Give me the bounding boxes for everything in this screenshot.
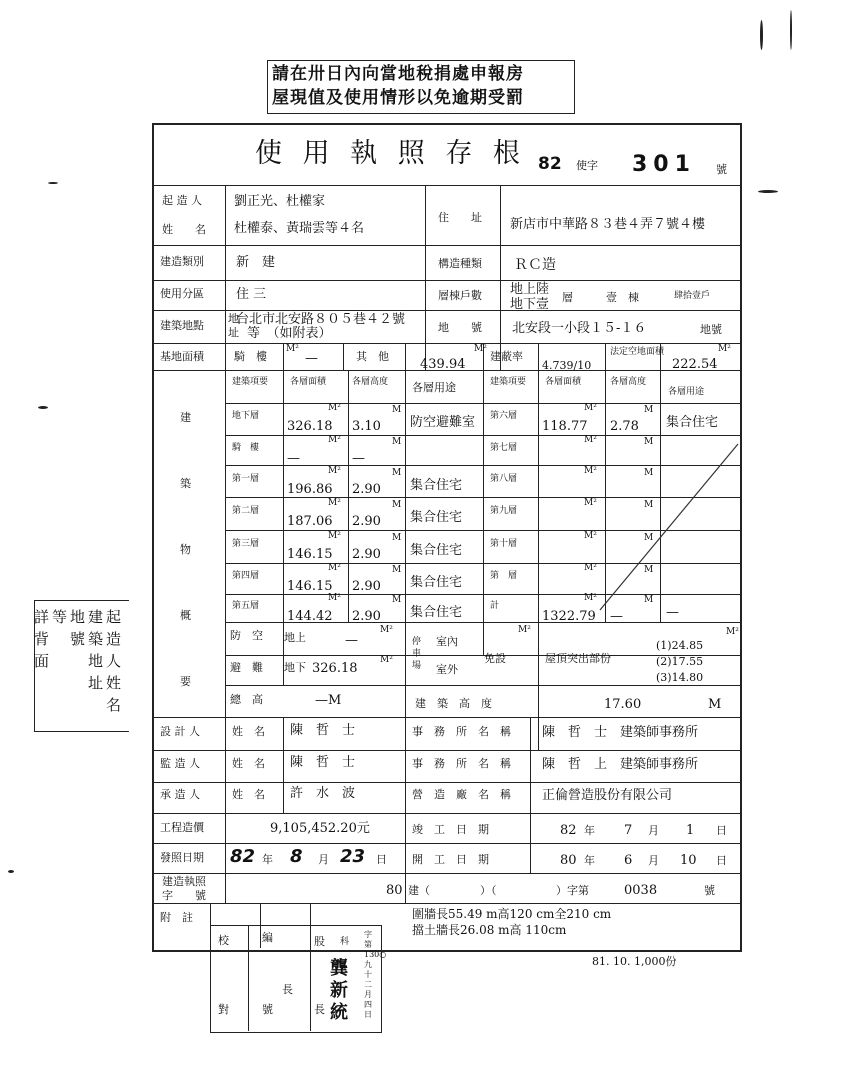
start-ri: 日: [716, 854, 727, 867]
floor-left-name: 第五層: [232, 601, 260, 611]
person-name-label: 姓 名: [232, 725, 265, 738]
air-below-label: 地下: [284, 661, 306, 674]
total-height-label: 總 高: [230, 693, 263, 706]
col-use-left: 各層用途: [412, 381, 456, 394]
floor-right-name: 第六層: [490, 411, 518, 421]
issue-label: 發照日期: [160, 851, 204, 864]
floor-left-name: 第二層: [232, 506, 260, 516]
base-area-label: 基地面積: [160, 350, 204, 363]
permit-label2: 字 號: [162, 889, 206, 902]
side-note-col: 建築地址: [88, 608, 104, 692]
floors-above: 地上陸: [510, 282, 550, 297]
approval-signature: 龔新統: [330, 958, 348, 1023]
structure-value: ＲＣ造: [514, 257, 556, 273]
floor-left-height-unit: M: [392, 533, 402, 543]
permit-zizi: ）字第: [556, 884, 589, 897]
approval-col7: 長: [314, 1003, 325, 1016]
floor-left-area-unit: M²: [328, 531, 341, 541]
approval-col5: 對: [218, 1003, 229, 1016]
applicant-names1: 劉正光、杜權家: [234, 194, 326, 209]
strike-line: [540, 437, 740, 620]
floor-left-height: 2.90: [352, 482, 381, 497]
arcade-label: 騎 樓: [234, 350, 267, 363]
roof-3: (3)14.80: [656, 671, 704, 684]
location-prefix: 地: [228, 312, 239, 325]
lot-value: 北安段一小段１５-１６: [512, 321, 647, 336]
col-item-left: 建築項要: [232, 377, 269, 387]
location-value1: 台北市北安路８０５巷４２號: [236, 312, 406, 327]
air-below-value: 326.18: [312, 661, 358, 676]
floors-hu: 肆拾壹戶: [674, 291, 711, 301]
floor-left-height-unit: M: [392, 595, 402, 605]
floor-left-name: 第四層: [232, 571, 260, 581]
parking-note: 免設: [484, 652, 506, 665]
notes-label: 附 註: [160, 911, 193, 924]
floor-left-area-unit: M²: [328, 593, 341, 603]
floor-right-area-unit: M²: [584, 435, 597, 445]
floor-right-use: —: [666, 605, 679, 620]
building-type-label: 建造類別: [160, 255, 204, 268]
coverage-value: 4.739/10: [542, 359, 592, 372]
structure-label: 構造種類: [438, 257, 482, 270]
person-office-label: 事 務 所 名 稱: [412, 725, 511, 738]
other-label: 其 他: [356, 350, 389, 363]
floor-left-use: 集合住宅: [410, 510, 463, 525]
bldg-height-value: 17.60: [604, 697, 642, 712]
issue-ri: 日: [376, 853, 387, 866]
cost-label: 工程造價: [160, 821, 204, 834]
start-yue: 月: [648, 854, 659, 867]
floor-left-name: 地下層: [232, 411, 260, 421]
floor-left-height: 2.90: [352, 547, 381, 562]
air-above-value: —: [345, 633, 358, 648]
permit-label1: 建造執照: [162, 875, 206, 888]
side-note-col: 起造人姓名: [106, 608, 122, 714]
floor-left-area-unit: M²: [328, 498, 341, 508]
person-office-label: 事 務 所 名 稱: [412, 757, 511, 770]
floor-right-area-unit: M²: [584, 466, 597, 476]
completion-y: 82: [560, 823, 577, 838]
total-height-value: —M: [315, 693, 342, 708]
floor-right-area-unit: M²: [584, 498, 597, 508]
floor-right-height-unit: M: [644, 565, 654, 575]
applicant-label2: 姓 名: [162, 223, 206, 236]
air-raid-label2: 避 難: [230, 661, 263, 674]
floor-left-height-unit: M: [392, 437, 402, 447]
floor-left-height-unit: M: [392, 468, 402, 478]
floor-left-area-unit: M²: [328, 435, 341, 445]
air-raid-label1: 防 空: [230, 629, 263, 642]
bldg-height-unit: M: [708, 697, 722, 712]
side-note-col: 地號: [70, 608, 86, 648]
issue-m: 8: [290, 846, 303, 867]
floor-right-name: 計: [490, 601, 500, 611]
approval-chief: 長: [282, 983, 293, 996]
floor-right-height-unit: M: [644, 595, 654, 605]
floor-left-area: 144.42: [287, 609, 333, 624]
floor-right-name: 第七層: [490, 443, 518, 453]
completion-nian: 年: [584, 824, 595, 837]
coverage-label: 建蔽率: [490, 350, 523, 363]
air-below-unit: M²: [380, 655, 393, 665]
approval-col1: 校: [218, 934, 229, 947]
cost-value: 9,105,452.20元: [270, 821, 370, 836]
floor-left-use: 防空避難室: [410, 415, 476, 430]
approval-col6: 號: [262, 1003, 273, 1016]
air-above-label: 地上: [284, 631, 306, 644]
start-label: 開 工 日 期: [412, 853, 489, 866]
approval-stamp: 字第130○九十二月四日: [364, 930, 387, 1019]
parking-unit: M²: [518, 625, 531, 635]
notice-line1: 請在卅日內向當地稅捐處申報房: [272, 64, 524, 84]
parking-indoor: 室內: [436, 635, 458, 648]
floor-left-height-unit: M: [392, 565, 402, 575]
permit-hao: 號: [716, 163, 727, 176]
issue-nian: 年: [262, 853, 273, 866]
air-above-unit: M²: [380, 625, 393, 635]
floor-left-height: 2.90: [352, 514, 381, 529]
floor-right-name: 第八層: [490, 474, 518, 484]
person-office: 正倫營造股份有限公司: [542, 788, 673, 803]
floor-left-name: 第三層: [232, 539, 260, 549]
col-area-left: 各層面積: [290, 377, 327, 387]
floor-right-name: 第 層: [490, 571, 518, 581]
roof-label: 屋頂突出部份: [545, 652, 611, 665]
completion-m: 7: [624, 823, 633, 838]
bldg-height-label: 建 築 高 度: [415, 697, 492, 710]
start-m: 6: [624, 853, 633, 868]
person-role: 承 造 人: [160, 788, 200, 801]
issue-d: 23: [340, 846, 366, 867]
col-area-right: 各層面積: [545, 377, 582, 387]
permit-hao-value: 號: [704, 884, 715, 897]
permit-word: 使字: [576, 159, 598, 172]
floor-left-use: 集合住宅: [410, 605, 463, 620]
issue-yue: 月: [318, 853, 329, 866]
approval-box: [210, 925, 387, 1033]
issue-y: 82: [230, 846, 256, 867]
permit-number: 301: [632, 152, 696, 177]
notes-line1: 圍牆長55.49 m高120 cm全210 cm: [412, 907, 612, 921]
roof-1: (1)24.85: [656, 639, 704, 652]
floor-left-use: 集合住宅: [410, 543, 463, 558]
person-role: 設 計 人: [160, 725, 200, 738]
approval-col3: 股: [314, 935, 325, 948]
floor-right-height: 2.78: [610, 419, 639, 434]
lot-suffix: 地號: [700, 323, 722, 336]
person-office: 陳 哲 士 建築師事務所: [542, 725, 699, 740]
floor-left-name: 第一層: [232, 474, 260, 484]
start-d: 10: [680, 853, 697, 868]
person-office-label: 營 造 廠 名 稱: [412, 788, 511, 801]
floor-right-height-unit: M: [644, 405, 654, 415]
floor-right-area-unit: M²: [584, 563, 597, 573]
notice-line2: 屋現值及使用情形以免逾期受罰: [272, 88, 524, 108]
floor-left-area: 146.15: [287, 579, 333, 594]
person-name: 陳 哲 士: [290, 723, 356, 738]
address-value: 新店市中華路８３巷４弄７號４樓: [510, 217, 706, 232]
applicant-names2: 杜權泰、黃瑞雲等４名: [234, 221, 365, 236]
floor-left-area-unit: M²: [328, 403, 341, 413]
floor-left-use: 集合住宅: [410, 478, 463, 493]
start-y: 80: [560, 853, 577, 868]
floor-right-area: 1322.79: [542, 609, 596, 624]
floor-left-height: —: [352, 451, 365, 466]
other-unit: M²: [474, 344, 487, 354]
floor-right-name: 第九層: [490, 506, 518, 516]
parking-label: 停車場: [412, 637, 422, 671]
completion-label: 竣 工 日 期: [412, 823, 489, 836]
floor-left-area: 326.18: [287, 419, 333, 434]
floor-right-area-unit: M²: [584, 403, 597, 413]
side-note-col: 詳背面: [34, 608, 50, 670]
col-height-right: 各層高度: [610, 377, 647, 387]
floor-left-name: 騎 樓: [232, 443, 260, 453]
completion-ri: 日: [716, 824, 727, 837]
parking-outdoor: 室外: [436, 663, 458, 676]
floor-right-area-unit: M²: [584, 531, 597, 541]
floor-left-height: 2.90: [352, 609, 381, 624]
floor-right-area-unit: M²: [584, 593, 597, 603]
print-code: 81. 10. 1,000份: [592, 955, 677, 968]
arcade-value: —: [305, 351, 318, 366]
permit-year-value: 80: [386, 883, 403, 898]
floor-left-height-unit: M: [392, 500, 402, 510]
approval-col4: 科: [340, 937, 350, 947]
roof-unit: M²: [726, 627, 739, 637]
floor-right-use: 集合住宅: [666, 415, 719, 430]
completion-d: 1: [686, 823, 695, 838]
open-space-unit: M²: [718, 344, 731, 354]
side-note-col: 等: [52, 608, 68, 626]
approval-col2: 編: [262, 931, 273, 944]
notes-line2: 擋土牆長26.08 m高 110cm: [412, 923, 567, 937]
floor-left-height: 3.10: [352, 419, 381, 434]
person-name-label: 姓 名: [232, 757, 265, 770]
col-height-left: 各層高度: [352, 377, 389, 387]
lot-label: 地 號: [438, 321, 482, 334]
permit-jian: 建（: [408, 884, 430, 897]
floor-left-use: 集合住宅: [410, 575, 463, 590]
floor-right-height-unit: M: [644, 437, 654, 447]
person-name: 陳 哲 士: [290, 755, 356, 770]
col-use-right: 各層用途: [668, 387, 705, 397]
person-name: 許 水 波: [290, 786, 356, 801]
floor-left-area-unit: M²: [328, 563, 341, 573]
person-office: 陳 哲 上 建築師事務所: [542, 757, 699, 772]
floor-right-height-unit: M: [644, 533, 654, 543]
col-item-right: 建築項要: [490, 377, 527, 387]
floors-below: 地下壹: [510, 297, 550, 312]
floor-right-height: —: [610, 609, 623, 624]
usage-zone-label: 使用分區: [160, 287, 204, 300]
permit-mid: ）（: [480, 884, 497, 897]
person-name-label: 姓 名: [232, 788, 265, 801]
open-space-label: 法定空地面積: [610, 347, 665, 357]
location-label: 建築地點: [160, 319, 204, 332]
floors-label: 層棟戶數: [438, 289, 482, 302]
arcade-unit: M²: [286, 344, 299, 354]
floor-left-area: 196.86: [287, 482, 333, 497]
floors-ceng: 層: [562, 291, 573, 304]
open-space-value: 222.54: [672, 357, 718, 372]
usage-zone-value: 住 三: [236, 287, 267, 302]
location-prefix2: 址: [228, 326, 239, 339]
other-value: 439.94: [420, 357, 466, 372]
roof-2: (2)17.55: [656, 655, 704, 668]
building-type-value: 新 建: [236, 255, 276, 270]
start-nian: 年: [584, 854, 595, 867]
floor-left-area: 187.06: [287, 514, 333, 529]
permit-num-value: 0038: [624, 883, 658, 898]
applicant-label1: 起 造 人: [162, 194, 202, 207]
floor-left-area: 146.15: [287, 547, 333, 562]
floor-left-area: —: [287, 451, 300, 466]
floor-left-height: 2.90: [352, 579, 381, 594]
location-value2: 等 （如附表）: [247, 326, 332, 341]
address-label: 住 址: [438, 211, 482, 224]
person-role: 監 造 人: [160, 757, 200, 770]
floor-right-area: 118.77: [542, 419, 588, 434]
floor-right-height-unit: M: [644, 468, 654, 478]
floor-left-area-unit: M²: [328, 466, 341, 476]
permit-year: 82: [538, 154, 562, 174]
completion-yue: 月: [648, 824, 659, 837]
floor-left-height-unit: M: [392, 405, 402, 415]
floor-right-name: 第十層: [490, 539, 518, 549]
summary-side-label: 建 築 物 概 要: [180, 411, 202, 688]
form-title: 使 用 執 照 存 根: [255, 138, 526, 169]
floors-dong: 壹 棟: [606, 291, 639, 304]
floor-right-height-unit: M: [644, 500, 654, 510]
